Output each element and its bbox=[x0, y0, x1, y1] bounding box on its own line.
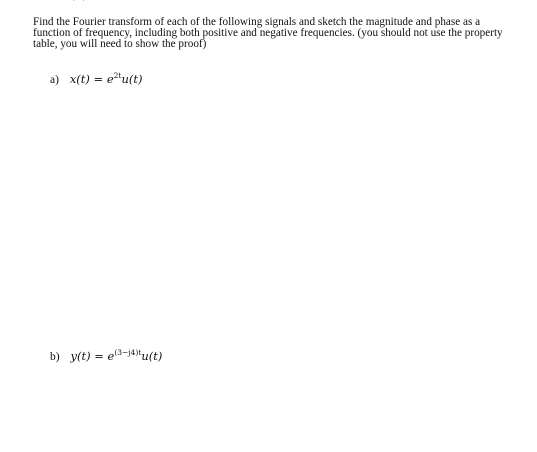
problem-b-exponent: (3−j4)t bbox=[114, 348, 142, 357]
problem-instructions: Find the Fourier transform of each of the following signals and sketch the magnitude and phase as a function of frequency, including both positive and negative frequencies. (you should not use the property table, you will need to show the proof) bbox=[33, 16, 503, 50]
problem-a-rhs: u(t) bbox=[121, 72, 143, 86]
problem-b-label: b) bbox=[50, 351, 60, 363]
problem-b bbox=[50, 349, 162, 363]
problem-a-label: a) bbox=[50, 74, 59, 86]
problem-a-equation bbox=[70, 72, 143, 86]
problem-a-lhs: x(t) = e bbox=[69, 72, 114, 86]
problem-b-rhs: u(t) bbox=[141, 349, 163, 363]
cropped-text bbox=[74, 0, 89, 2]
problem-a-exponent: 2t bbox=[113, 71, 122, 80]
problem-a bbox=[50, 72, 142, 86]
problem-b-equation bbox=[70, 349, 162, 363]
problem-b-lhs: y(t) = e bbox=[70, 349, 115, 363]
cropped-text-fragment bbox=[0, 0, 537, 4]
